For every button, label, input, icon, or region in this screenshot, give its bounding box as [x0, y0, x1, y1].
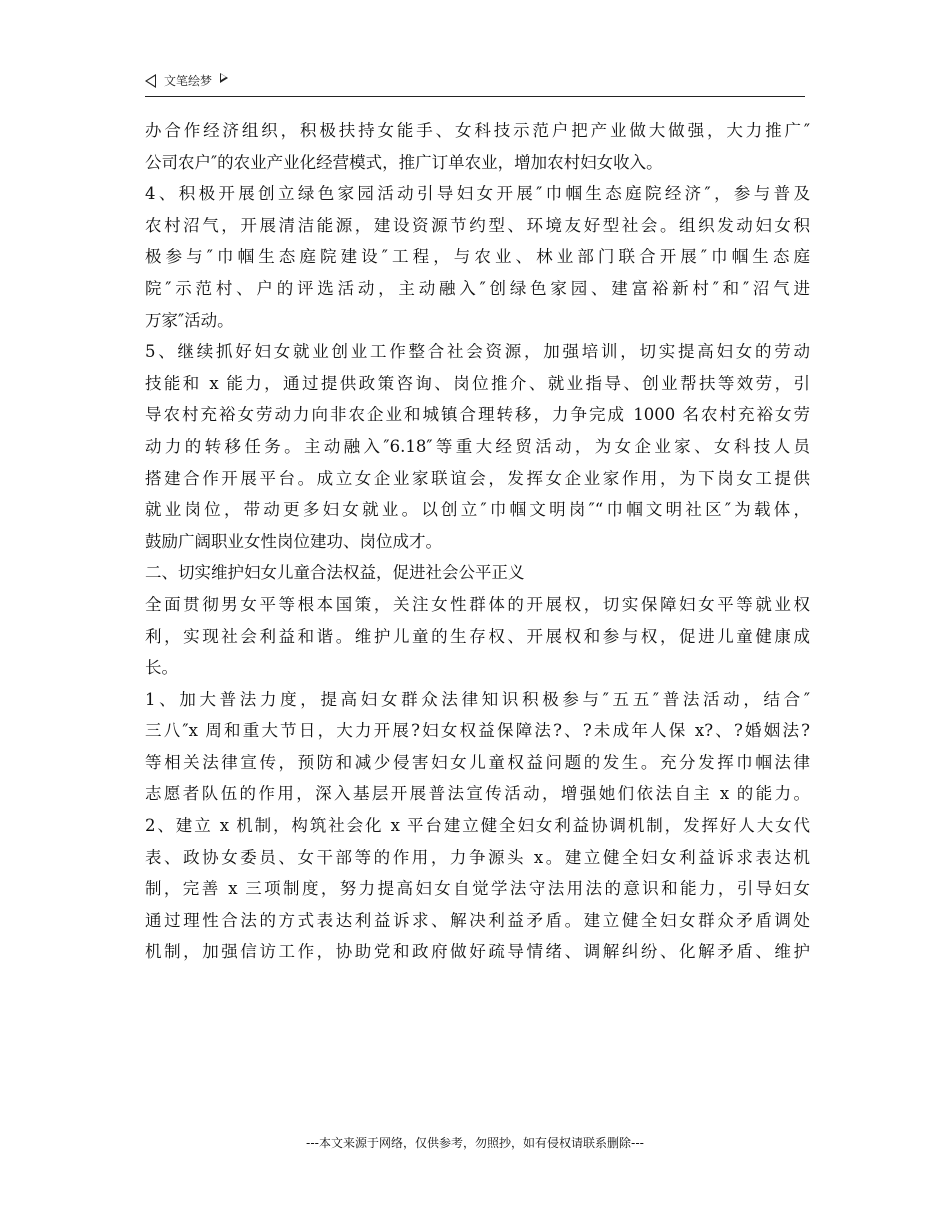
text-line: 三八″x 周和重大节日，大力开展?妇女权益保障法?、?未成年人保 x?、?婚姻法?	[145, 721, 810, 741]
text-line: 制，完善 x 三项制度，努力提高妇女自觉学法守法用法的意识和能力，引导妇女	[145, 879, 810, 899]
text-line: 4、积极开展创立绿色家园活动引导妇女开展″巾帼生态庭院经济″，参与普及	[145, 184, 810, 204]
text-line: 机制，加强信访工作，协助党和政府做好疏导情绪、调解纠纷、化解矛盾、维护	[145, 942, 810, 962]
text-line: 等相关法律宣传，预防和减少侵害妇女儿童权益问题的发生。充分发挥巾帼法律	[145, 752, 810, 772]
text-line: 利，实现社会利益和谐。维护儿童的生存权、开展权和参与权，促进儿童健康成	[145, 626, 810, 646]
text-line: 全面贯彻男女平等根本国策，关注女性群体的开展权，切实保障妇女平等就业权	[145, 594, 810, 614]
left-triangle-icon	[145, 74, 156, 88]
text-line: 2、建立 x 机制，构筑社会化 x 平台建立健全妇女利益协调机制，发挥好人大女代	[145, 816, 810, 836]
text-line: 1、加大普法力度，提高妇女群众法律知识积极参与″五五″普法活动，结合″	[145, 689, 810, 709]
text-line: 长。	[145, 658, 178, 678]
text-line: 院″示范村、户的评选活动，主动融入″创绿色家园、建富裕新村″和″沼气进	[145, 278, 810, 298]
text-line: 志愿者队伍的作用，深入基层开展普法宣传活动，增强她们依法自主 x 的能力。	[145, 784, 810, 804]
right-triangle-icon	[220, 73, 228, 83]
text-line: 就业岗位，带动更多妇女就业。以创立″巾帼文明岗″“巾帼文明社区″为载体，	[145, 500, 810, 520]
text-line: 农村沼气，开展清洁能源，建设资源节约型、环境友好型社会。组织发动妇女积	[145, 215, 810, 235]
text-line: 办合作经济组织，积极扶持女能手、女科技示范户把产业做大做强，大力推广″	[145, 121, 810, 140]
text-line: 表、政协女委员、女干部等的作用，力争源头 x。建立健全妇女利益诉求表达机	[145, 847, 810, 867]
page-footer: ---本文来源于网络，仅供参考，勿照抄，如有侵权请联系删除---	[306, 1136, 644, 1150]
header-title: 文笔绘梦	[164, 74, 213, 88]
header-brand	[145, 72, 228, 89]
text-line: 导农村充裕女劳动力向非农企业和城镇合理转移，力争完成 1000 名农村充裕女劳	[145, 405, 810, 425]
text-line: 极参与″巾帼生态庭院建设″工程，与农业、林业部门联合开展″巾帼生态庭	[145, 247, 810, 267]
text-line: 技能和 x 能力，通过提供政策咨询、岗位推介、就业指导、创业帮扶等效劳，引	[145, 373, 810, 393]
text-line: 搭建合作开展平台。成立女企业家联谊会，发挥女企业家作用，为下岗女工提供	[145, 468, 810, 488]
text-line: 二、切实维护妇女儿童合法权益，促进社会公平正义	[145, 563, 525, 583]
text-line: 动力的转移任务。主动融入″6.18″等重大经贸活动，为女企业家、女科技人员	[145, 436, 810, 456]
text-line: 鼓励广阔职业女性岗位建功、岗位成才。	[145, 531, 442, 551]
text-line: 通过理性合法的方式表达利益诉求、解决利益矛盾。建立健全妇女群众矛盾调处	[145, 910, 810, 930]
text-line: 5、继续抓好妇女就业创业工作整合社会资源，加强培训，切实提高妇女的劳动	[145, 342, 810, 362]
document-body	[145, 115, 810, 968]
page-header	[145, 72, 805, 97]
text-line: 公司农户″的农业产业化经营模式，推广订单农业，增加农村妇女收入。	[145, 152, 663, 172]
text-line: 万家″活动。	[145, 310, 234, 330]
